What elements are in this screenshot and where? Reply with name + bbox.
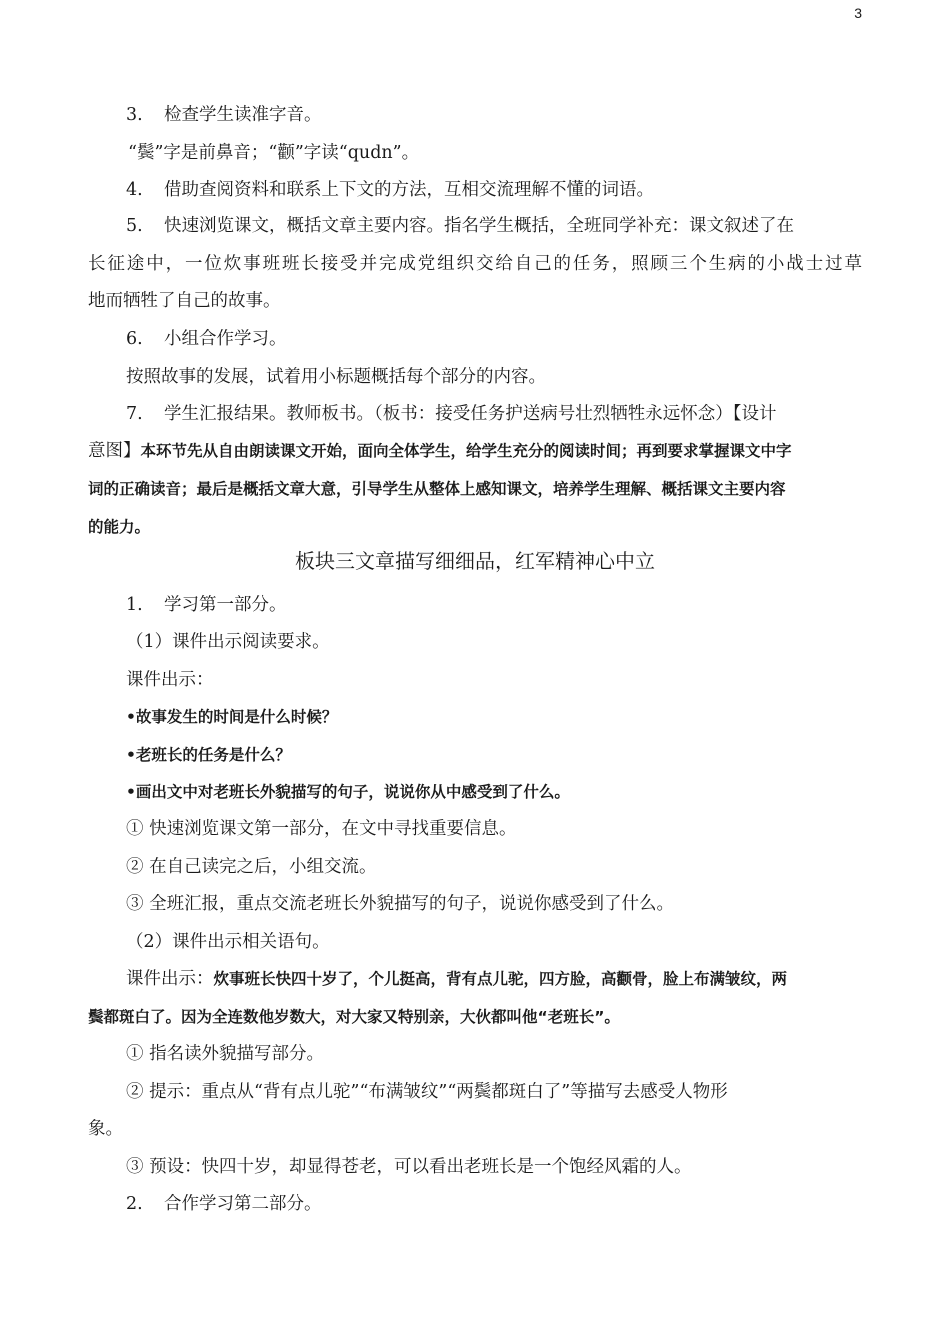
paragraph-line [88,440,868,462]
list-number: 4. [126,180,143,200]
paragraph-text: 借助查阅资料和联系上下文的方法，互相交流理解不懂的词语。 [164,180,654,200]
list-number: 5. [126,216,143,236]
paragraph-line [126,594,906,616]
paragraph-line: 地而牺牲了自己的故事。 [88,291,281,311]
paragraph-line: ② 在自己读完之后，小组交流。 [126,857,377,877]
paragraph-text: 学生汇报结果。教师板书。（板书：接受任务护送病号壮烈牺牲永远怀念）【设计 [164,404,777,424]
bullet-item: •故事发生的时间是什么时候？ [126,708,338,726]
paragraph-line [126,328,906,350]
paragraph-line [126,215,862,237]
design-intent-text: 本环节先从自由朗读课文开始，面向全体学生，给学生充分的阅读时间；再到要求掌握课文中字 [140,442,792,460]
list-number: 1. [126,595,143,615]
paragraph-text: 课件出示： [126,969,214,989]
paragraph-line [126,968,862,990]
paragraph-line: “鬓”字是前鼻音；“颧”字读“qudn”。 [128,143,420,163]
paragraph-text: 合作学习第二部分。 [164,1194,322,1214]
paragraph-line: （1）课件出示阅读要求。 [126,632,330,652]
paragraph-line: 课件出示： [126,670,214,690]
section-heading: 板块三文章描写细细品，红军精神心中立 [295,549,655,573]
paragraph-text: 意图】 [88,441,141,461]
paragraph-line: 长征途中，一位炊事班班长接受并完成党组织交给自己的任务，照顾三个生病的小战士过草 [88,254,862,274]
paragraph-line: 按照故事的发展，试着用小标题概括每个部分的内容。 [126,367,546,387]
list-number: 3. [126,105,143,125]
paragraph-line [126,1193,906,1215]
paragraph-line: ① 快速浏览课文第一部分，在文中寻找重要信息。 [126,819,517,839]
paragraph-line: ③ 全班汇报，重点交流老班长外貌描写的句子，说说你感受到了什么。 [126,894,675,914]
list-number: 2. [126,1194,143,1214]
page-number: 3 [854,5,862,21]
paragraph-line [126,179,906,201]
bullet-item: •画出文中对老班长外貌描写的句子，说说你从中感受到了什么。 [126,783,570,801]
paragraph-text: 学习第一部分。 [164,595,287,615]
paragraph-line: 象。 [88,1119,123,1139]
paragraph-line: ② 提示：重点从“背有点儿驼”“布满皱纹”“两鬓都斑白了”等描写去感受人物形 [126,1082,728,1102]
paragraph-line: （2）课件出示相关语句。 [126,932,330,952]
paragraph-text: 检查学生读准字音。 [164,105,322,125]
paragraph-line [126,403,864,425]
paragraph-line: ① 指名读外貌描写部分。 [126,1044,325,1064]
bullet-item: •老班长的任务是什么？ [126,746,291,764]
courseware-text: 炊事班长快四十岁了，个儿挺高，背有点儿驼，四方脸，高颧骨，脸上布满皱纹，两 [213,970,788,988]
paragraph-text: 快速浏览课文，概括文章主要内容。指名学生概括，全班同学补充：课文叙述了在 [164,216,794,236]
paragraph-line [126,104,906,126]
paragraph-text: 小组合作学习。 [164,329,287,349]
list-number: 7. [126,404,143,424]
paragraph-line: 的能力。 [88,518,151,536]
list-number: 6. [126,329,143,349]
paragraph-line: ③ 预设：快四十岁，却显得苍老，可以看出老班长是一个饱经风霜的人。 [126,1157,692,1177]
paragraph-line: 鬓都斑白了。因为全连数他岁数大，对大家又特别亲，大伙都叫他“老班长”。 [88,1008,620,1026]
paragraph-line: 词的正确读音；最后是概括文章大意，引导学生从整体上感知课文，培养学生理解、概括课文主要内容 [88,480,786,498]
